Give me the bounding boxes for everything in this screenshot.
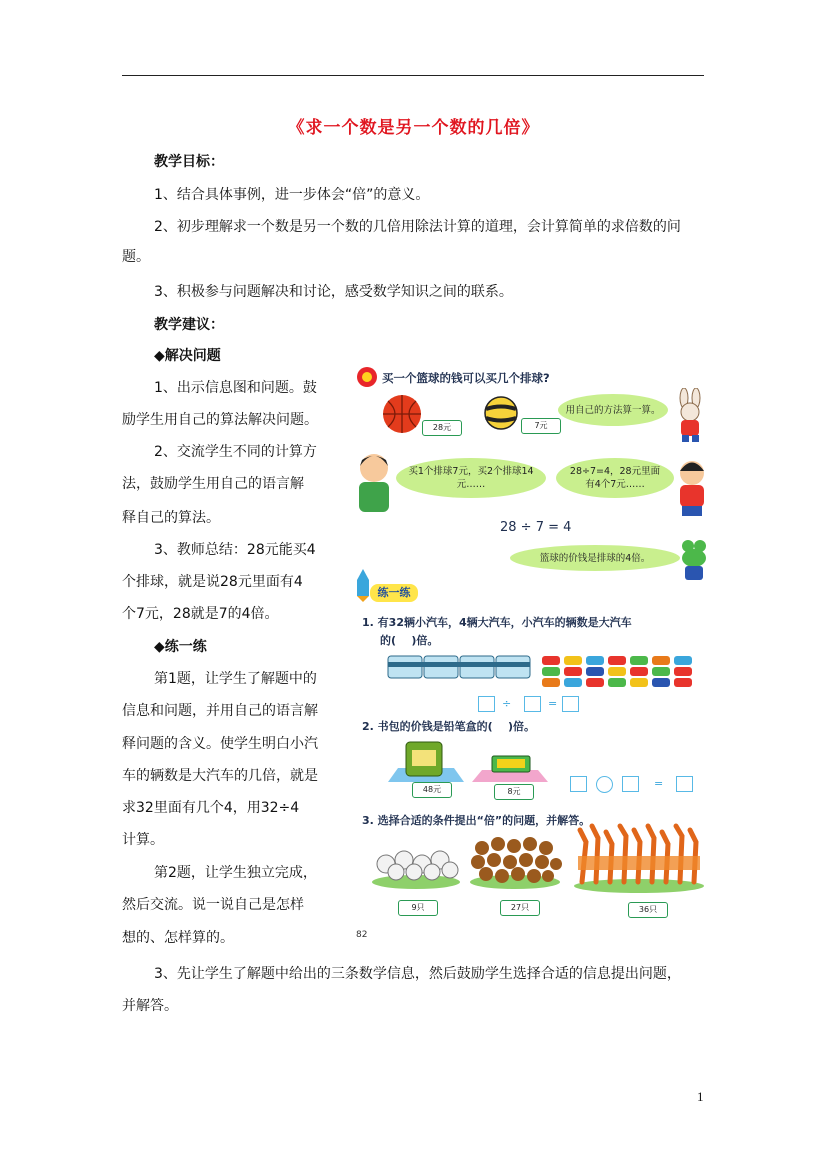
sheep-count: 9只 bbox=[398, 900, 438, 916]
divide-sign: ÷ bbox=[502, 697, 512, 710]
question-text: 买一个篮球的钱可以买几个排球? bbox=[382, 371, 550, 385]
ex1-line1: 1. 有32辆小汽车，4辆大汽车，小汽车的辆数是大汽车 bbox=[362, 616, 632, 629]
volleyball-price: 7元 bbox=[521, 418, 561, 434]
ex2a: 2. 书包的价钱是铅笔盒的( bbox=[362, 720, 493, 733]
boy2-bubble: 28÷7=4，28元里面有4个7元…… bbox=[556, 458, 674, 498]
cars-image bbox=[540, 654, 702, 688]
section-solve: ◆解决问题 bbox=[154, 348, 221, 364]
goal-2: 2、初步理解求一个数是另一个数的几倍用除法计算的道理，会计算简单的求倍数的问 bbox=[154, 219, 681, 235]
basketball-price: 28元 bbox=[422, 420, 462, 436]
goal-3: 3、积极参与问题解决和讨论，感受数学知识之间的联系。 bbox=[154, 284, 513, 300]
basketball-icon bbox=[380, 394, 424, 434]
header-rule bbox=[122, 75, 704, 76]
pencilbox-icon bbox=[470, 750, 550, 784]
practice-line: 计算。 bbox=[122, 832, 164, 848]
solve-line: 3、教师总结：28元能买4 bbox=[154, 542, 316, 558]
pencilbox-price: 8元 bbox=[494, 784, 534, 800]
schoolbag-icon bbox=[384, 738, 468, 784]
equals-sign: = bbox=[548, 697, 558, 710]
buses-image bbox=[386, 652, 536, 682]
solve-line: 个排球，就是说28元里面有4 bbox=[122, 574, 303, 590]
page-number: 1 bbox=[697, 1089, 704, 1104]
practice-line: 然后交流。说一说自己是怎样 bbox=[122, 897, 304, 913]
solve-line: 励学生用自己的算法解决问题。 bbox=[122, 412, 318, 428]
practice-line: 想的、怎样算的。 bbox=[122, 930, 234, 946]
practice-line: 车的辆数是大汽车的几倍，就是 bbox=[122, 768, 318, 784]
rabbit-icon bbox=[672, 388, 708, 444]
giraffes-image bbox=[572, 822, 706, 894]
section-practice: ◆练一练 bbox=[154, 639, 207, 655]
solve-line: 2、交流学生不同的计算方 bbox=[154, 444, 317, 460]
practice-line: 第2题，让学生独立完成， bbox=[154, 865, 317, 881]
practice-line: 第1题，让学生了解题中的 bbox=[154, 671, 317, 687]
answer-box[interactable] bbox=[570, 776, 587, 792]
ex1-line2 bbox=[380, 632, 438, 648]
practice-line: 信息和问题，并用自己的语言解 bbox=[122, 703, 318, 719]
solve-line: 法，鼓励学生用自己的语言解 bbox=[122, 476, 304, 492]
sheep-image bbox=[370, 842, 462, 890]
goals-heading: 教学目标： bbox=[154, 154, 224, 170]
rocket-icon bbox=[354, 568, 372, 602]
ex2-line bbox=[362, 718, 535, 734]
practice-line: 释问题的含义。使学生明白小汽 bbox=[122, 736, 318, 752]
ex1-line2a: 的( bbox=[380, 634, 397, 647]
ex2b: )倍。 bbox=[508, 720, 536, 733]
boy-icon bbox=[352, 452, 396, 514]
ex3-line: 3. 选择合适的条件提出“倍”的问题，并解答。 bbox=[362, 814, 591, 827]
suggest-heading: 教学建议： bbox=[154, 317, 224, 333]
answer-box[interactable] bbox=[524, 696, 541, 712]
giraffe-count: 36只 bbox=[628, 902, 668, 918]
bag-price: 48元 bbox=[412, 782, 452, 798]
ex3-note-cont: 并解答。 bbox=[122, 998, 178, 1014]
book-page-number: 82 bbox=[356, 930, 368, 940]
solve-line: 释自己的算法。 bbox=[122, 510, 220, 526]
frog-bubble: 篮球的价钱是排球的4倍。 bbox=[510, 545, 680, 571]
equals-sign: = bbox=[654, 777, 664, 790]
practice-heading: 练一练 bbox=[370, 584, 418, 602]
equation: 28 ÷ 7 = 4 bbox=[500, 520, 572, 535]
ex1-line2b: )倍。 bbox=[411, 634, 439, 647]
practice-line: 求32里面有几个4，用32÷4 bbox=[122, 800, 300, 816]
monkey-count: 27只 bbox=[500, 900, 540, 916]
answer-box[interactable] bbox=[562, 696, 579, 712]
solve-line: 个7元，28就是7的4倍。 bbox=[122, 606, 279, 622]
frog-icon bbox=[680, 538, 708, 582]
goal-2-cont: 题。 bbox=[122, 249, 150, 265]
page-title: 《求一个数是另一个数的几倍》 bbox=[287, 118, 540, 138]
answer-box[interactable] bbox=[676, 776, 693, 792]
textbook-illustration bbox=[350, 358, 708, 946]
rabbit-bubble: 用自己的方法算一算。 bbox=[558, 394, 668, 426]
answer-box[interactable] bbox=[478, 696, 495, 712]
volleyball-icon bbox=[484, 396, 518, 430]
boy-icon bbox=[676, 458, 708, 518]
solve-line: 1、出示信息图和问题。鼓 bbox=[154, 380, 317, 396]
operator-circle[interactable] bbox=[596, 776, 613, 793]
goal-1: 1、结合具体事例，进一步体会“倍”的意义。 bbox=[154, 187, 430, 203]
rosette-icon bbox=[356, 366, 378, 388]
answer-box[interactable] bbox=[622, 776, 639, 792]
ex3-note: 3、先让学生了解题中给出的三条数学信息，然后鼓励学生选择合适的信息提出问题， bbox=[154, 966, 681, 982]
monkeys-image bbox=[468, 834, 562, 890]
boy1-bubble: 买1个排球7元，买2个排球14元…… bbox=[396, 458, 546, 498]
